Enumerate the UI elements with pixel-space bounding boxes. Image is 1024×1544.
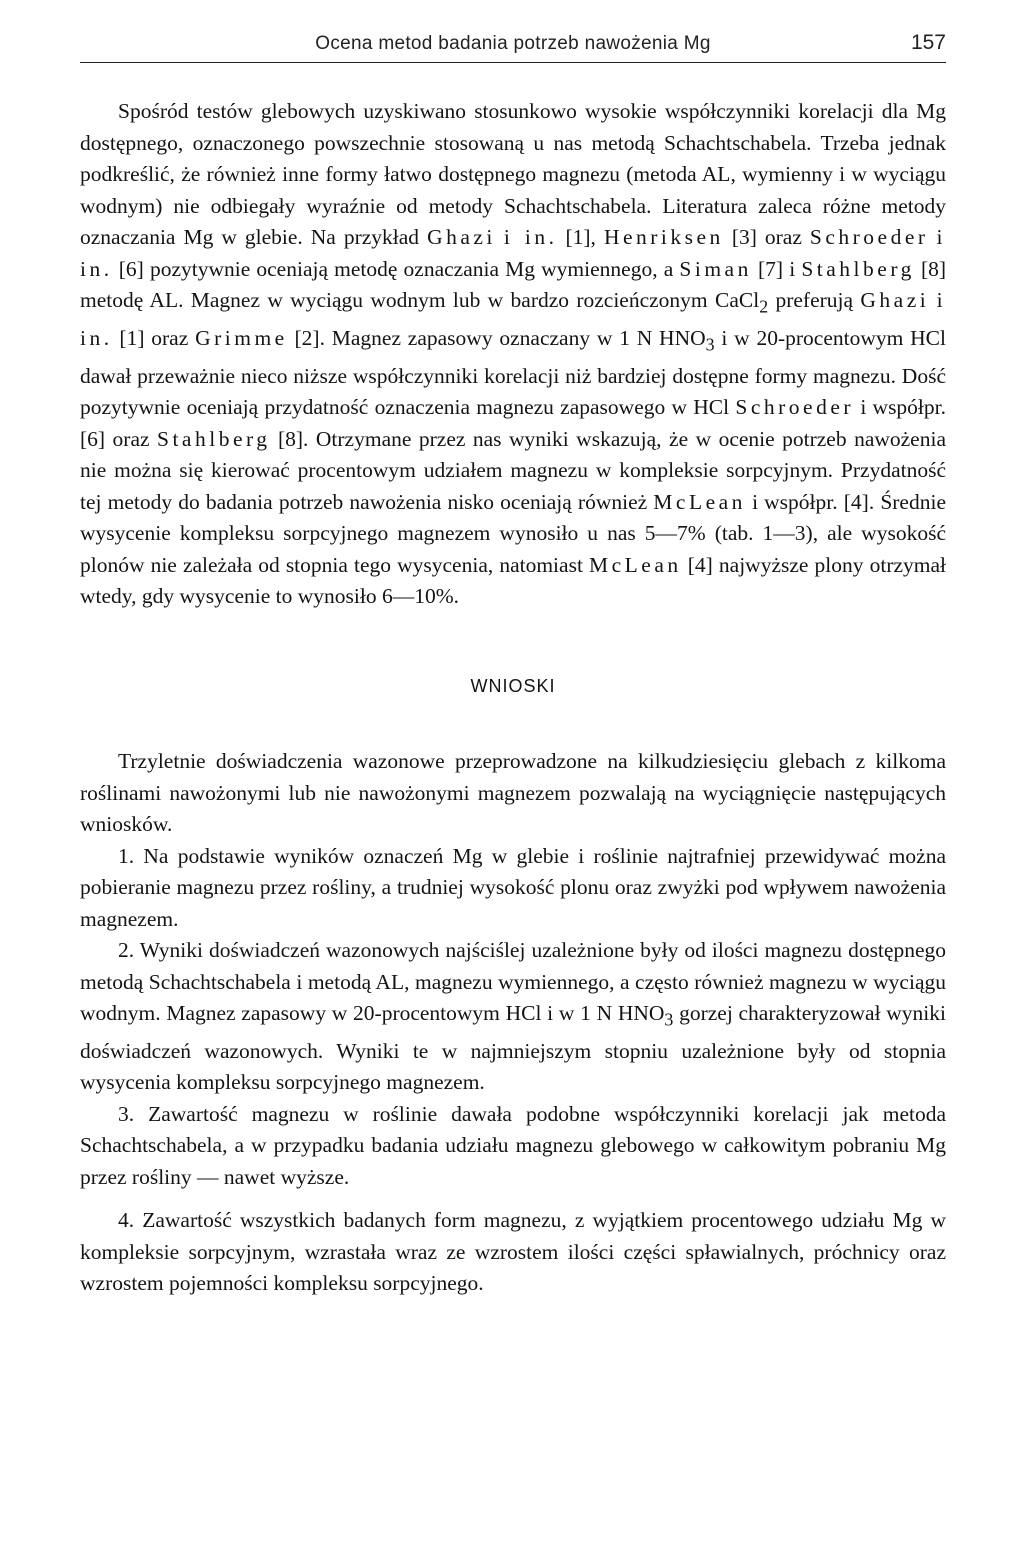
subscript: 3 — [705, 334, 715, 355]
text-span: i in. — [80, 225, 947, 281]
subscript: 3 — [664, 1009, 674, 1030]
text-span: i w 20-procentowym HCl dawał przeważnie nieco niższe współczynniki korelacji niż bardziej dostępne formy magnezu. Dość pozytywnie oceniają przydatność oznaczenia magnezu zapasowego w HCl — [80, 325, 946, 420]
text-span: [8] metodę AL. Magnez w wyciągu wodnym lub w bardzo rozcieńczonym CaCl — [80, 256, 947, 312]
text-span: i in. — [503, 225, 558, 249]
text-span: [4] najwyższe plony otrzymał wtedy, gdy wysycenie to wynosiło 6—10%. — [80, 552, 947, 609]
text-span: [3] oraz — [731, 225, 802, 249]
author-name: Ghazi — [427, 225, 496, 249]
author-name: Schroeder — [809, 225, 929, 249]
conclusion-2 — [80, 935, 946, 1099]
text-span: 2. Wyniki doświadczeń wazonowych najściślej uzależnione były od ilości magnezu dostępnego metodą Schachtschabela i metodą AL, magnezu wymiennego, a często również magnezu w wyciągu wodnym. Magnez zapasowy w 20-procentowym HCl i w 1 N HNO — [80, 938, 946, 1026]
text-span: [8]. Otrzymane przez nas wyniki wskazują, że w ocenie potrzeb nawożenia nie można się kierować procentowym udziałem magnezu w kompleksie sorpcyjnym. Przydatność tej metody do badania potrzeb nawożenia nisko oceniają również — [80, 426, 946, 514]
section-heading: WNIOSKI — [470, 675, 556, 696]
text-span: preferują — [775, 288, 854, 312]
author-name: Grimme — [195, 325, 288, 350]
conclusion-3: 3. Zawartość magnezu w roślinie dawała podobne współczynniki korelacji jak metoda Schachtschabela, a w przypadku badania udziału magnezu glebowego w całkowitym pobraniu Mg przez rośliny — nawet wyższe. — [80, 1101, 946, 1189]
text-span: gorzej charakteryzował wyniki doświadczeń wazonowych. Wyniki te w najmniejszym stopniu uzależnione były od stopnia wysycenia kompleksu sorpcyjnego magnezem. — [80, 1001, 946, 1095]
text-span: [1], — [565, 225, 596, 249]
text-span: i współpr. [4]. Średnie wysycenie kompleksu sorpcyjnego magnezem wynosiło u nas 5—7% (tab. 1—3), ale wysokość plonów nie zależała od stopnia tego wysycenia, natomiast — [80, 489, 946, 577]
conclusion-1: 1. Na podstawie wyników oznaczeń Mg w glebie i roślinie najtrafniej przewidywać można pobieranie magnezu przez rośliny, a trudniej wysokość plonu oraz zwyżki pod wpływem nawożenia magnezem. — [80, 843, 946, 931]
text-span: [1] oraz — [119, 325, 189, 350]
discussion-paragraph — [80, 96, 946, 613]
text-span: [2]. Magnez zapasowy oznaczany w 1 N HNO — [294, 325, 706, 350]
text-span: Spośród testów glebowych uzyskiwano stosunkowo wysokie współczynniki korelacji dla Mg dostępnego, oznaczonego powszechnie stosowaną u nas metodą Schachtschabela. Trzeba jednak podkreślić, że również inne formy łatwo dostępnego magnezu (metoda AL, wymienny i w wyciągu wodnym) nie odbiegały wyraźnie od metody Schachtschabela. Literatura zaleca różne metody oznaczania Mg w glebie. Na przykład — [80, 99, 946, 249]
author-name: Siman — [679, 256, 752, 281]
running-title: Ocena metod badania potrzeb nawożenia Mg — [315, 33, 711, 54]
text-span: [6] oraz — [80, 426, 150, 451]
body-text — [80, 96, 946, 1300]
author-name: Ghazi — [860, 288, 930, 312]
author-name: McLean — [653, 489, 746, 514]
text-span: [6] pozytywnie oceniają metodę oznaczania Mg wymiennego, a — [118, 256, 674, 281]
conclusions-intro: Trzyletnie doświadczenia wazonowe przeprowadzone na kilkudziesięciu glebach z kilkoma roślinami nawożonymi lub nie nawożonymi magnezem pozwalają na wyciągnięcie następujących wniosków. — [80, 749, 946, 837]
page-header — [80, 30, 946, 63]
author-name: Henriksen — [603, 225, 724, 249]
author-name: Schroeder — [735, 395, 855, 420]
page-number: 157 — [910, 31, 946, 54]
author-name: Stahlberg — [801, 256, 915, 281]
text-span: [7] i — [758, 256, 796, 281]
text-span: i in. — [80, 288, 947, 350]
text-span: i współpr. — [860, 395, 947, 420]
conclusion-4: 4. Zawartość wszystkich badanych form magnezu, z wyjątkiem procentowego udziału Mg w kompleksie sorpcyjnym, wzrastała wraz ze wzrostem ilości części spławialnych, próchnicy oraz wzrostem pojemności kompleksu sorpcyjnego. — [80, 1208, 946, 1296]
author-name: Stahlberg — [157, 426, 271, 451]
subscript: 2 — [759, 296, 769, 317]
author-name: McLean — [589, 552, 682, 577]
